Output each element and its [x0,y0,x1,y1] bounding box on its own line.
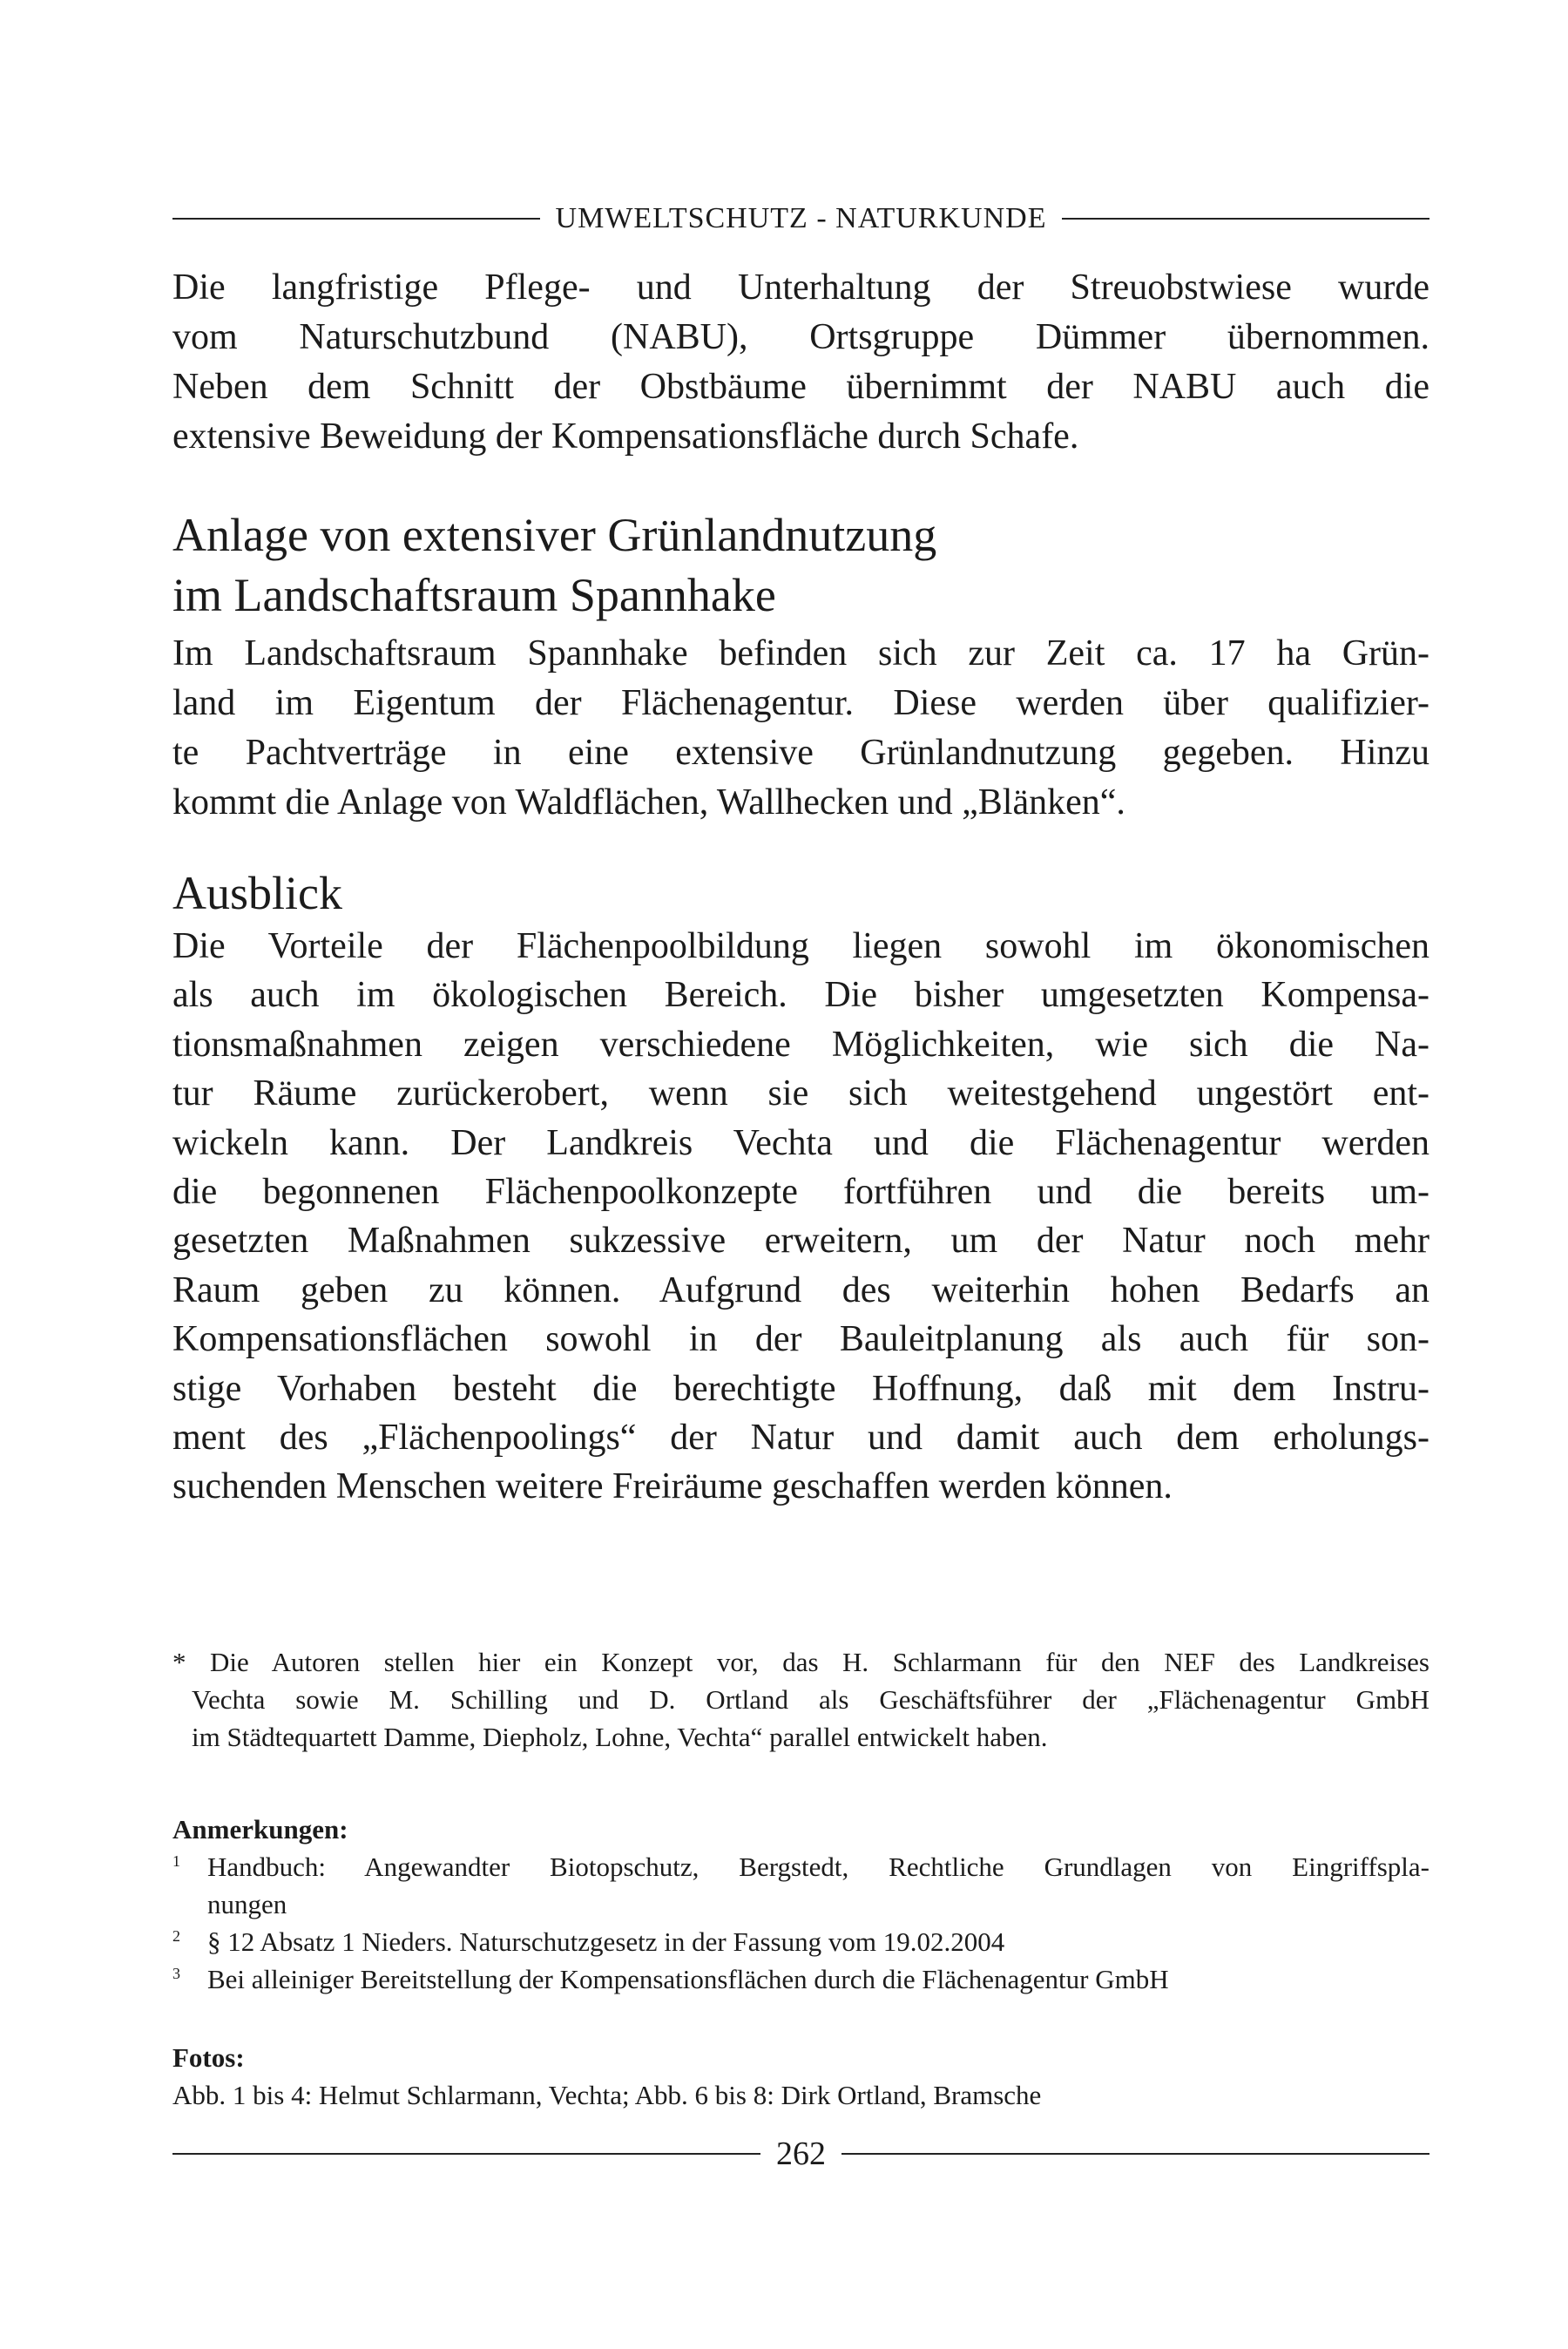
header-rule-right [1062,218,1429,220]
page-number: 262 [776,2136,826,2172]
running-header [172,202,1429,235]
text-line: als auch im ökologischen Bereich. Die bisher umgesetzten Kompensa- [172,975,1429,1016]
text-line: die begonnenen Flächenpoolkonzepte fortführen und die bereits um- [172,1172,1429,1213]
text-line: vom Naturschutzbund (NABU), Ortsgruppe Dümmer übernommen. [172,317,1429,357]
footer-rule-right [841,2153,1429,2155]
photos-credits: Abb. 1 bis 4: Helmut Schlarmann, Vechta; Abb. 6 bis 8: Dirk Ortland, Bramsche [172,2080,1042,2110]
note-text: § 12 Absatz 1 Nieders. Naturschutzgesetz in der Fassung vom 19.02.2004 [207,1926,1005,1957]
note-number: 1 [172,1852,180,1870]
notes-title: Anmerkungen: [172,1814,348,1845]
note-item [172,1848,1429,1923]
note-text: Handbuch: Angewandter Biotopschutz, Bergstedt, Rechtliche Grundlagen von Eingriffspla- [207,1851,1429,1882]
heading-line: Anlage von extensiver Grünlandnutzung [172,509,937,561]
paragraph-3 [172,922,1429,1512]
text-line: ment des „Flächenpoolings“ der Natur und damit auch dem erholungs- [172,1418,1429,1459]
text-line: wickeln kann. Der Landkreis Vechta und die Flächenagentur werden [172,1122,1429,1163]
note-text: nungen [207,1889,287,1919]
text-line: suchenden Menschen weitere Freiräume geschaffen werden können. [172,1466,1173,1507]
text-line: Im Landschaftsraum Spannhake befinden sich zur Zeit ca. 17 ha Grün- [172,633,1429,674]
text-line: tur Räume zurückerobert, wenn sie sich weitestgehend ungestört ent- [172,1073,1429,1114]
text-line: tionsmaßnahmen zeigen verschiedene Möglichkeiten, wie sich die Na- [172,1024,1429,1065]
paragraph-1 [172,263,1429,462]
footer-rule-left [172,2153,760,2155]
notes-section [172,1811,1429,1998]
text-line: kommt die Anlage von Waldflächen, Wallhecken und „Blänken“. [172,782,1125,822]
text-line: gesetzten Maßnahmen sukzessive erweitern, um der Natur noch mehr [172,1221,1429,1262]
header-rule-left [172,218,540,220]
section-heading-2 [172,863,1429,924]
note-item [172,1960,1429,1998]
footnote-line: im Städtequartett Damme, Diepholz, Lohne, Vechta“ parallel entwickelt haben. [192,1722,1048,1752]
text-line: Die langfristige Pflege- und Unterhaltung der Streuobstwiese wurde [172,267,1429,308]
text-line: Raum geben zu können. Aufgrund des weiterhin hohen Bedarfs an [172,1269,1429,1310]
note-number: 3 [172,1965,180,1982]
page-footer [172,2135,1429,2173]
text-line: extensive Beweidung der Kompensationsfläche durch Schafe. [172,416,1079,457]
heading-line: im Landschaftsraum Spannhake [172,569,776,621]
note-number: 2 [172,1927,180,1945]
text-line: te Pachtverträge in eine extensive Grünlandnutzung gegeben. Hinzu [172,733,1429,773]
heading-line: Ausblick [172,867,342,919]
footnote-line: * Die Autoren stellen hier ein Konzept vor, das H. Schlarmann für den NEF des Landkreises [172,1647,1429,1677]
text-line: Die Vorteile der Flächenpoolbildung liegen sowohl im ökonomischen [172,926,1429,966]
section-heading-1 [172,505,1429,626]
paragraph-2 [172,629,1429,828]
photos-section [172,2039,1429,2114]
text-line: Kompensationsflächen sowohl in der Bauleitplanung als auch für son- [172,1319,1429,1360]
text-line: stige Vorhaben besteht die berechtigte Hoffnung, daß mit dem Instru- [172,1368,1429,1409]
footnote-line: Vechta sowie M. Schilling und D. Ortland als Geschäftsführer der „Flächenagentur GmbH [192,1684,1429,1715]
photos-title: Fotos: [172,2042,245,2073]
header-title: UMWELTSCHUTZ - NATURKUNDE [555,202,1047,234]
note-item [172,1923,1429,1960]
text-line: land im Eigentum der Flächenagentur. Diese werden über qualifizier- [172,683,1429,723]
text-line: Neben dem Schnitt der Obstbäume übernimmt der NABU auch die [172,367,1429,407]
author-footnote [172,1643,1429,1756]
note-text: Bei alleiniger Bereitstellung der Kompensationsflächen durch die Flächenagentur GmbH [207,1964,1169,1994]
